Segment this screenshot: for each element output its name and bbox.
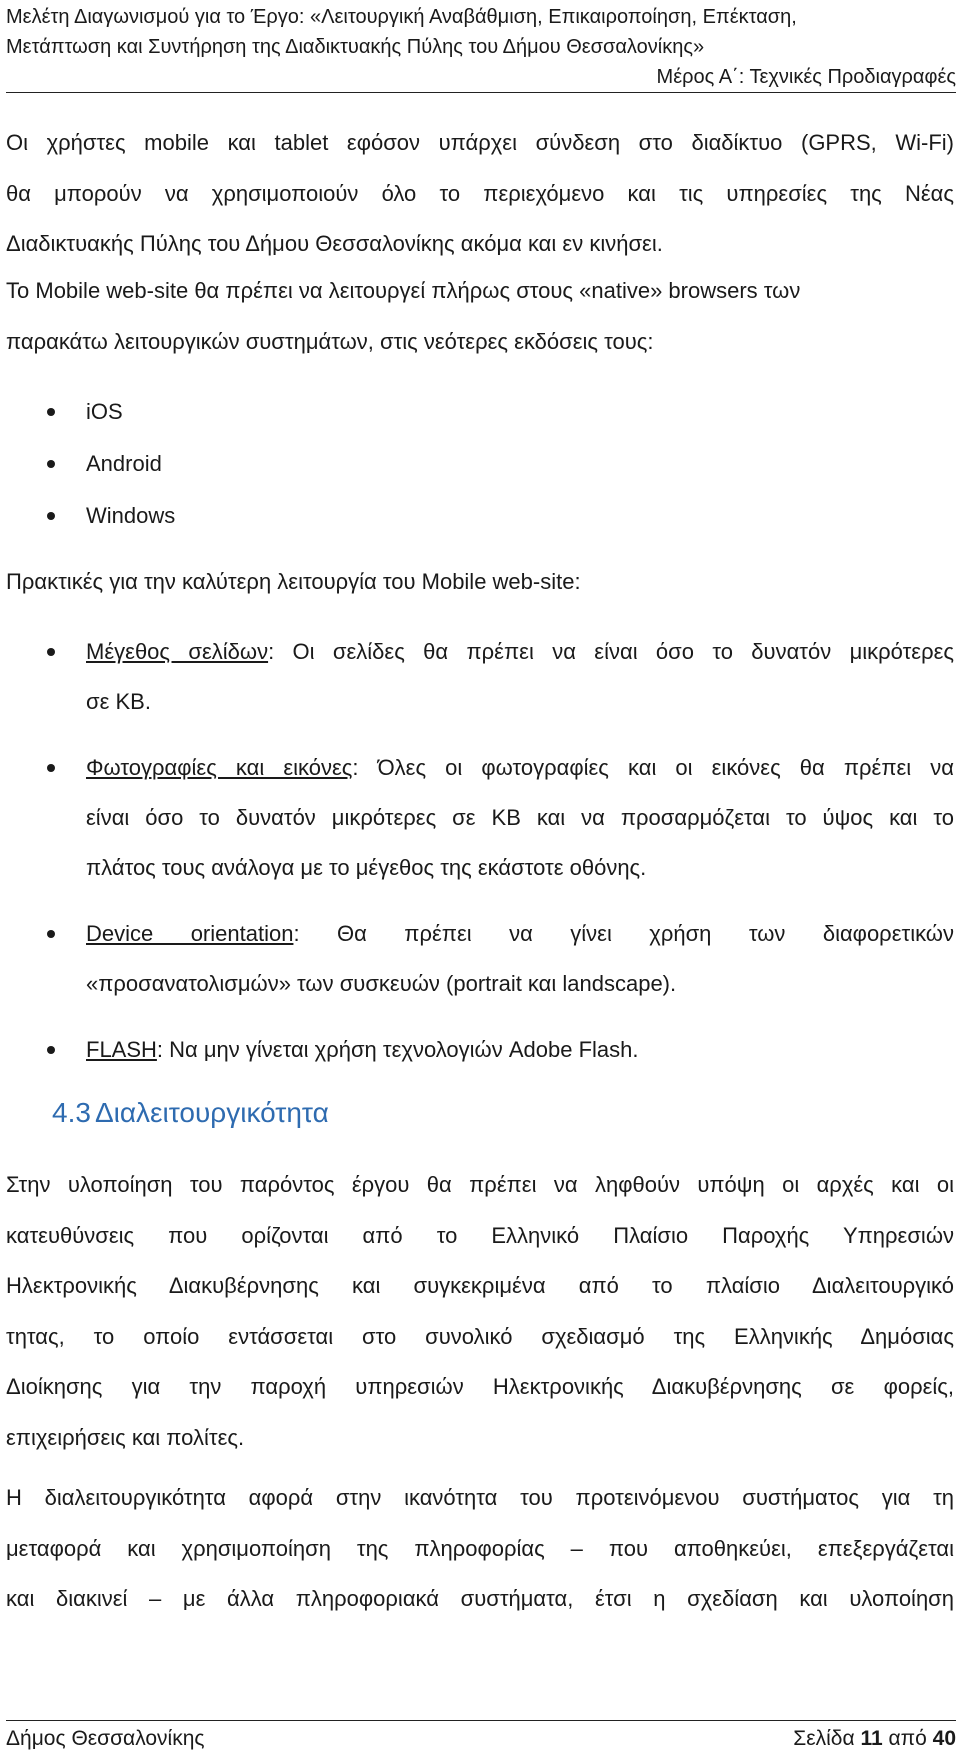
os-name: Windows (86, 503, 176, 528)
text-line: επιχειρήσεις και πολίτες. (6, 1424, 245, 1450)
header-title-line-2: Μετάπτωση και Συντήρηση της Διαδικτυακής Πύλης του Δήμου Θεσσαλονίκης» (6, 36, 705, 58)
practice-text: : Οι σελίδες θα πρέπει να είναι όσο το δυνατόν μικρότερες (268, 639, 955, 664)
text-line: παρακάτω λειτουργικών συστημάτων, στις νεότερες εκδόσεις τους: (6, 328, 654, 354)
text-line: κατευθύνσεις που ορίζονται από το Ελληνικό Πλαίσιο Παροχής Υπηρεσιών (6, 1222, 954, 1248)
text-line: τητας, το οποίο εντάσσεται στο συνολικό σχεδιασμό της Ελληνικής Δημόσιας (6, 1323, 954, 1349)
implementation-paragraph (6, 1160, 954, 1463)
practice-text: είναι όσο το δυνατόν μικρότερες σε KB και να προσαρμόζεται το ύψος και το (86, 805, 954, 830)
header-part-label: Μέρος Α΄: Τεχνικές Προδιαγραφές (656, 66, 956, 88)
list-item (0, 627, 954, 727)
text-line: Στην υλοποίηση του παρόντος έργου θα πρέπει να ληφθούν υπόψη οι αρχές και οι (6, 1172, 954, 1197)
text-line: Η διαλειτουργικότητα αφορά στην ικανότητα του προτεινόμενου συστήματος για τη (6, 1485, 954, 1510)
practice-text: : Θα πρέπει να γίνει χρήση των διαφορετικών (293, 921, 954, 946)
practice-term: Μέγεθος σελίδων (86, 639, 269, 664)
section-number: 4.3 (52, 1097, 91, 1128)
intro-paragraph (6, 118, 954, 270)
section-title: Διαλειτουργικότητα (94, 1097, 329, 1128)
text-line: θα μπορούν να χρησιμοποιούν όλο το περιεχόμενο και τις υπηρεσίες της Νέας (6, 180, 954, 206)
total-pages: 40 (932, 1727, 956, 1750)
text-line: Διοίκησης για την παροχή υπηρεσιών Ηλεκτρονικής Διακυβέρνησης σε φορείς, (6, 1374, 954, 1399)
practice-term: FLASH (86, 1037, 157, 1062)
list-item (0, 743, 954, 893)
text-line: Πρακτικές για την καλύτερη λειτουργία του Mobile web-site: (6, 569, 581, 594)
practice-text: «προσανατολισμών» των συσκευών (portrait και landscape). (86, 971, 677, 996)
bullet-icon (47, 930, 55, 938)
practice-text: σε KB. (86, 689, 151, 714)
text-line: Οι χρήστες mobile και tablet εφόσον υπάρχει σύνδεση στο διαδίκτυο (GPRS, Wi-Fi) (6, 130, 954, 155)
os-name: Android (86, 451, 162, 476)
text-line: Το Mobile web-site θα πρέπει να λειτουργεί πλήρως στους «native» browsers των (6, 278, 801, 303)
practice-text: : Να μην γίνεται χρήση τεχνολογιών Adobe Flash. (156, 1037, 639, 1062)
bullet-icon (47, 764, 55, 772)
text-line: Ηλεκτρονικής Διακυβέρνησης και συγκεκριμένα από το πλαίσιο Διαλειτουργικό (6, 1273, 954, 1298)
footer-organization: Δήμος Θεσσαλονίκης (6, 1727, 205, 1750)
interoperability-paragraph (6, 1473, 954, 1625)
bullet-icon (47, 460, 55, 468)
page-footer (6, 1720, 956, 1757)
text-line: Διαδικτυακής Πύλης του Δήμου Θεσσαλονίκης ακόμα και εν κινήσει. (6, 231, 663, 256)
os-list (0, 386, 954, 542)
list-item (0, 490, 954, 542)
bullet-icon (47, 648, 55, 656)
practice-text: πλάτος τους ανάλογα με το μέγεθος της εκάστοτε οθόνης. (86, 855, 647, 880)
bullet-icon (47, 408, 55, 416)
practices-list (0, 627, 954, 1091)
current-page: 11 (860, 1727, 883, 1750)
list-item (0, 1025, 954, 1075)
browsers-paragraph (6, 266, 954, 367)
section-heading (52, 1093, 329, 1133)
text-line: μεταφορά και χρησιμοποίηση της πληροφορίας – που αποθηκεύει, επεξεργάζεται (6, 1535, 954, 1561)
text-line: και διακινεί – με άλλα πληροφοριακά συστήματα, έτσι η σχεδίαση και υλοποίηση (6, 1586, 954, 1611)
page-number: Σελίδα 11 από 40 (793, 1727, 956, 1750)
practice-term: Device orientation (86, 921, 294, 946)
bullet-icon (47, 1046, 55, 1054)
bullet-icon (47, 512, 55, 520)
list-item (0, 438, 954, 490)
os-name: iOS (86, 399, 123, 424)
practice-text: : Όλες οι φωτογραφίες και οι εικόνες θα πρέπει να (352, 755, 954, 780)
page-header (6, 2, 956, 93)
list-item (0, 386, 954, 438)
practice-term: Φωτογραφίες και εικόνες (86, 755, 353, 780)
practices-intro (6, 557, 954, 608)
list-item (0, 909, 954, 1009)
header-title-line-1: Μελέτη Διαγωνισμού για το Έργο: «Λειτουργική Αναβάθμιση, Επικαιροποίηση, Επέκταση, (6, 6, 797, 28)
